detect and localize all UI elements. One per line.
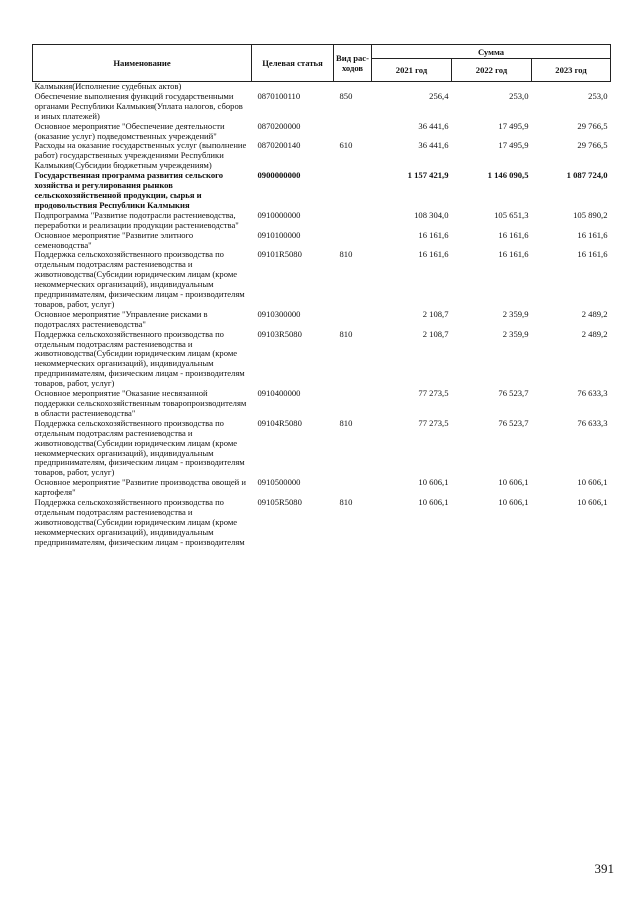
cell-target-article: 0910000000: [257, 209, 301, 220]
header-target-article: Целевая статья: [252, 45, 334, 82]
cell-sum-2023: 29 766,5: [577, 140, 608, 151]
cell-target-article: 0910500000: [257, 477, 301, 488]
table-row: [33, 211, 611, 231]
cell-sum-2023: 10 606,1: [577, 497, 608, 508]
cell-sum-2023: 29 766,5: [577, 120, 608, 131]
header-sum: Сумма: [372, 45, 611, 59]
cell-name: Поддержка сельскохозяйственного производства по отдельным подотраслям растениеводства и животноводства(Субсидии юридическим лицам (кроме некоммерческих организаций), индивидуальным предпринимателям, физическим лицам - производителям товаров, работ, услуг): [34, 328, 245, 389]
cell-expense-kind: 610: [339, 140, 353, 151]
cell-sum-2022: 1 146 090,5: [487, 170, 529, 181]
cell-sum-2022: 17 495,9: [498, 120, 529, 131]
cell-sum-2021: 36 441,6: [418, 120, 449, 131]
cell-sum-2021: 16 161,6: [418, 229, 449, 240]
cell-name: Основное мероприятие "Оказание несвязанной поддержки сельскохозяйственным товаропроизводителям в области растениеводства": [34, 388, 247, 418]
header-year-2022: 2022 год: [452, 59, 532, 82]
cell-target-article: 09101R5080: [257, 249, 302, 260]
cell-sum-2021: 256,4: [429, 90, 449, 101]
cell-sum-2021: 77 273,5: [418, 388, 449, 399]
table-row: [33, 231, 611, 251]
cell-sum-2022: 76 523,7: [498, 388, 529, 399]
cell-sum-2023: 1 087 724,0: [566, 170, 608, 181]
cell-expense-kind: 850: [339, 90, 353, 101]
cell-sum-2021: 1 157 421,9: [407, 170, 449, 181]
cell-sum-2022: 16 161,6: [498, 249, 529, 260]
cell-sum-2023: 76 633,3: [577, 388, 608, 399]
cell-sum-2023: 16 161,6: [577, 229, 608, 240]
cell-sum-2022: 76 523,7: [498, 417, 529, 428]
cell-name: Обеспечение выполнения функций государственными органами Республики Калмыкия(Уплата налогов, сборов и иных платежей): [34, 90, 243, 121]
cell-sum-2022: 105 651,3: [494, 209, 529, 220]
cell-target-article: 09103R5080: [257, 328, 302, 339]
cell-sum-2021: 108 304,0: [414, 209, 449, 220]
table-row: [33, 498, 611, 548]
cell-target-article: 0910300000: [257, 308, 301, 319]
cell-name: Поддержка сельскохозяйственного производства по отдельным подотраслям растениеводства и животноводства(Субсидии юридическим лицам (кроме некоммерческих организаций), индивидуальным предпринимателям, физическим лицам - производителям: [34, 497, 245, 547]
cell-name: Основное мероприятие "Развитие производства овощей и картофеля": [34, 477, 246, 498]
cell-name: Расходы на оказание государственных услуг (выполнение работ) государственных учреждениями Республики Калмыкия(Субсидии бюджетным учреждениям): [34, 140, 247, 171]
table-row: [33, 141, 611, 171]
page-number: 391: [594, 861, 614, 876]
cell-target-article: 0870100110: [257, 90, 301, 101]
cell-sum-2022: 10 606,1: [498, 497, 529, 508]
cell-name: Калмыкия(Исполнение судебных актов): [34, 81, 182, 91]
cell-sum-2022: 10 606,1: [498, 477, 529, 488]
cell-expense-kind: 810: [339, 249, 353, 260]
table-row: [33, 92, 611, 122]
cell-sum-2021: 2 108,7: [422, 308, 449, 319]
table-body: [33, 82, 611, 548]
cell-name: Подпрограмма "Развитие подотрасли растениеводства, переработки и реализации продукции растениеводства": [34, 209, 239, 230]
cell-sum-2022: 253,0: [509, 90, 529, 101]
cell-sum-2022: 16 161,6: [498, 229, 529, 240]
table-row: [33, 250, 611, 309]
cell-sum-2023: 105 890,2: [573, 209, 608, 220]
table-row: [33, 310, 611, 330]
cell-target-article: 0910100000: [257, 229, 301, 240]
cell-expense-kind: [334, 310, 372, 330]
cell-name: Государственная программа развития сельского хозяйства и регулирования рынков сельскохозяйственной продукции, сырья и продовольствия Республики Калмыкия: [34, 170, 224, 210]
header-name: Наименование: [33, 45, 252, 82]
table-row: [33, 171, 611, 211]
cell-sum-2022: 2 359,9: [502, 308, 529, 319]
cell-target-article: 09105R5080: [257, 497, 302, 508]
cell-expense-kind: [334, 171, 372, 211]
cell-sum-2023: 16 161,6: [577, 249, 608, 260]
cell-target-article: 0870200000: [257, 120, 301, 131]
cell-expense-kind: [334, 478, 372, 498]
cell-sum-2021: 77 273,5: [418, 417, 449, 428]
cell-name: Основное мероприятие "Развитие элитного семеноводства": [34, 229, 194, 250]
table-row: [33, 330, 611, 389]
cell-name: Поддержка сельскохозяйственного производства по отдельным подотраслям растениеводства и животноводства(Субсидии юридическим лицам (кроме некоммерческих организаций), индивидуальным предпринимателям, физическим лицам - производителям товаров, работ, услуг): [34, 417, 245, 478]
cell-target-article: 0900000000: [257, 170, 301, 181]
cell-expense-kind: 810: [339, 417, 353, 428]
cell-expense-kind: 810: [339, 328, 353, 339]
cell-expense-kind: [334, 389, 372, 419]
cell-sum-2023: 2 489,2: [581, 308, 608, 319]
cell-name: Основное мероприятие "Обеспечение деятельности (оказание услуг) подведомственных учреждений": [34, 120, 225, 141]
cell-sum-2023: 2 489,2: [581, 328, 608, 339]
cell-sum-2021: 10 606,1: [418, 497, 449, 508]
table-row: [33, 419, 611, 478]
cell-sum-2021: 10 606,1: [418, 477, 449, 488]
table-row: [33, 389, 611, 419]
cell-sum-2023: 253,0: [588, 90, 608, 101]
cell-sum-2023: 76 633,3: [577, 417, 608, 428]
cell-target-article: 0910400000: [257, 388, 301, 399]
cell-target-article: 0870200140: [257, 140, 301, 151]
cell-sum-2021: 2 108,7: [422, 328, 449, 339]
cell-sum-2021: 16 161,6: [418, 249, 449, 260]
cell-expense-kind: [334, 122, 372, 142]
cell-name: Основное мероприятие "Управление рисками в подотраслях растениеводства": [34, 308, 208, 329]
cell-expense-kind: [334, 231, 372, 251]
budget-table-page: [32, 44, 610, 548]
table-row: [33, 478, 611, 498]
cell-sum-2021: 36 441,6: [418, 140, 449, 151]
cell-sum-2022: 17 495,9: [498, 140, 529, 151]
cell-target-article: 09104R5080: [257, 417, 302, 428]
cell-expense-kind: 810: [339, 497, 353, 508]
header-expense-kind: Вид рас-ходов: [334, 45, 372, 82]
cell-sum-2023: 10 606,1: [577, 477, 608, 488]
budget-table: [32, 44, 611, 548]
cell-sum-2022: 2 359,9: [502, 328, 529, 339]
header-year-2023: 2023 год: [532, 59, 611, 82]
cell-expense-kind: [334, 211, 372, 231]
table-row: [33, 122, 611, 142]
cell-name: Поддержка сельскохозяйственного производства по отдельным подотраслям растениеводства и животноводства(Субсидии юридическим лицам (кроме некоммерческих организаций), индивидуальным предпринимателям, физическим лицам - производителям товаров, работ, услуг): [34, 249, 245, 309]
header-year-2021: 2021 год: [372, 59, 452, 82]
